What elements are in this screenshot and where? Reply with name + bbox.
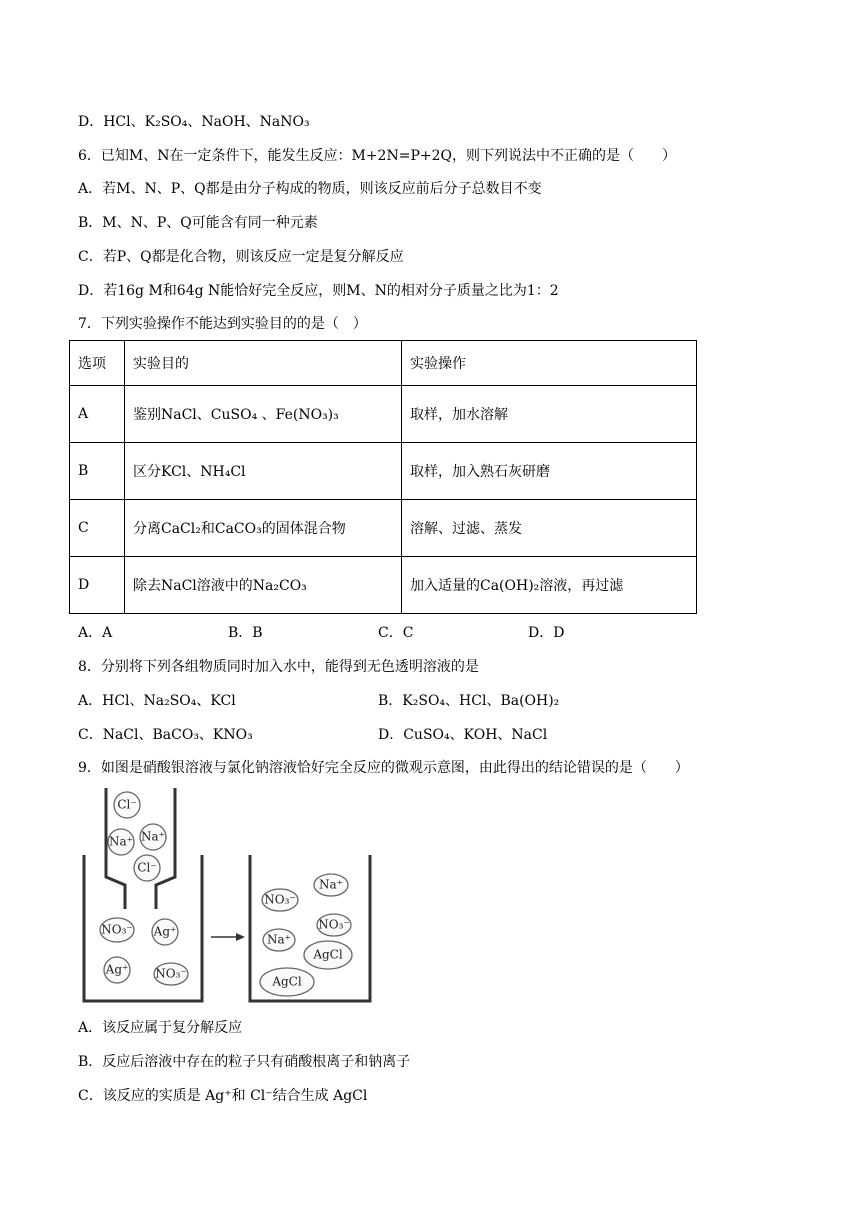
q7-stem: 7．下列实验操作不能达到实验目的的是（ ） — [78, 316, 367, 332]
q9-option-c: C．该反应的实质是 Ag⁺和 Cl⁻结合生成 AgCl — [78, 1088, 368, 1104]
ion-label: Ag⁺ — [105, 962, 129, 977]
table-header-cell: 实验目的 — [125, 341, 402, 386]
table-cell: A — [70, 386, 125, 443]
ion-label: Cl⁻ — [117, 797, 137, 812]
table-cell: B — [70, 443, 125, 500]
table-cell: 溶解、过滤、蒸发 — [402, 500, 697, 557]
table-header-cell: 选项 — [70, 341, 125, 386]
q6-stem: 6．已知M、N在一定条件下，能发生反应：M+2N=P+2Q，则下列说法中不正确的是（ ） — [78, 148, 676, 164]
q7-table — [69, 340, 697, 614]
q6-option-c: C．若P、Q都是化合物，则该反应一定是复分解反应 — [78, 249, 404, 265]
q7-option-a: A．A — [78, 625, 113, 641]
ion-label: Cl⁻ — [137, 860, 157, 875]
reaction-diagram — [70, 785, 390, 1010]
q8-option-b: B．K₂SO₄、HCl、Ba(OH)₂ — [378, 693, 560, 709]
q9-stem: 9．如图是硝酸银溶液与氯化钠溶液恰好完全反应的微观示意图，由此得出的结论错误的是（ ） — [78, 760, 689, 776]
table-row — [70, 557, 697, 614]
q5-option-d: D．HCl、K₂SO₄、NaOH、NaNO₃ — [78, 114, 310, 130]
table-row — [70, 386, 697, 443]
q8-option-a: A．HCl、Na₂SO₄、KCl — [78, 693, 236, 709]
table-cell: 取样，加水溶解 — [402, 386, 697, 443]
table-row — [70, 443, 697, 500]
ion-label: Na⁺ — [319, 877, 343, 892]
table-cell: 取样，加入熟石灰研磨 — [402, 443, 697, 500]
table-cell: 鉴别NaCl、CuSO₄ 、Fe(NO₃)₃ — [125, 386, 402, 443]
q8-option-c: C．NaCl、BaCO₃、KNO₃ — [78, 727, 253, 743]
table-cell: C — [70, 500, 125, 557]
ion-label: NO₃⁻ — [318, 917, 350, 932]
ion-label: AgCl — [313, 947, 343, 962]
table-row — [70, 500, 697, 557]
ion-label: Ag⁺ — [153, 924, 177, 939]
arrow-icon — [236, 933, 245, 941]
q9-option-b: B．反应后溶液中存在的粒子只有硝酸根离子和钠离子 — [78, 1054, 411, 1070]
table-header-cell: 实验操作 — [402, 341, 697, 386]
ion-label: Na⁺ — [141, 829, 165, 844]
q6-option-b: B．M、N、P、Q可能含有同一种元素 — [78, 215, 318, 231]
table-cell: 分离CaCl₂和CaCO₃的固体混合物 — [125, 500, 402, 557]
ion-label: AgCl — [272, 974, 302, 989]
q6-option-d: D．若16g M和64g N能恰好完全反应，则M、N的相对分子质量之比为1：2 — [78, 283, 559, 299]
q7-option-b: B．B — [228, 625, 263, 641]
table-cell: 区分KCl、NH₄Cl — [125, 443, 402, 500]
ion-label: Na⁺ — [267, 932, 291, 947]
q6-option-a: A．若M、N、P、Q都是由分子构成的物质，则该反应前后分子总数目不变 — [78, 181, 542, 197]
table-cell: D — [70, 557, 125, 614]
q8-stem: 8．分别将下列各组物质同时加入水中，能得到无色透明溶液的是 — [78, 659, 479, 675]
ion-label: NO₃⁻ — [264, 892, 296, 907]
ion-label: NO₃⁻ — [155, 966, 187, 981]
q9-option-a: A．该反应属于复分解反应 — [78, 1020, 243, 1036]
ion-label: Na⁺ — [109, 834, 133, 849]
q7-option-c: C．C — [378, 625, 414, 641]
table-cell: 加入适量的Ca(OH)₂溶液，再过滤 — [402, 557, 697, 614]
ion-label: NO₃⁻ — [101, 922, 133, 937]
table-cell: 除去NaCl溶液中的Na₂CO₃ — [125, 557, 402, 614]
q8-option-d: D．CuSO₄、KOH、NaCl — [378, 727, 548, 743]
table-header-row — [70, 341, 697, 386]
q7-option-d: D．D — [528, 625, 565, 641]
